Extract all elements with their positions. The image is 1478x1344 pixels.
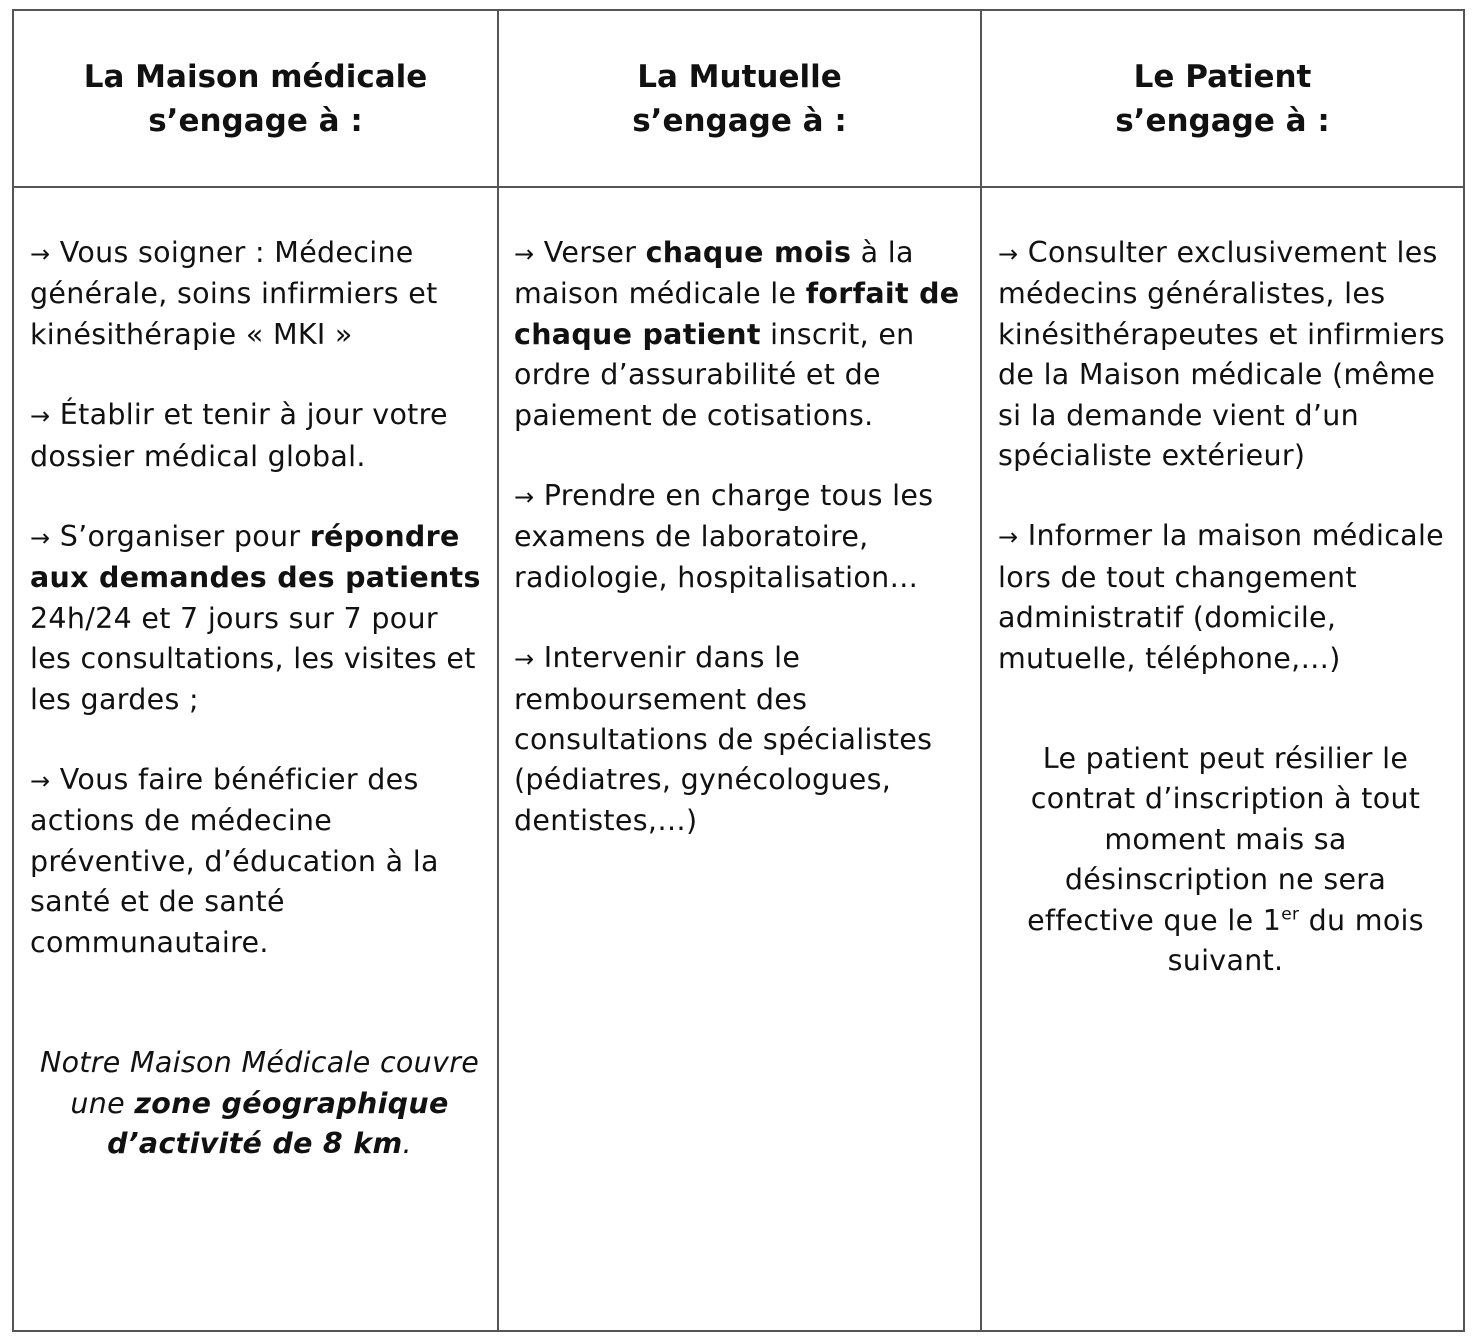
header-patient-line1: Le Patient	[1133, 58, 1312, 95]
maison-zone-note: Notre Maison Médicale couvre une zone géographique d’activité de 8 km.	[39, 1046, 480, 1160]
patient-resiliation-note: Le patient peut résilier le contrat d’inscription à tout moment mais sa désinscription ne sera effective que le 1er du mois suivant.	[1027, 742, 1424, 978]
header-patient	[982, 11, 1463, 186]
column-mutuelle	[514, 233, 969, 1330]
header-mutuelle-line2: s’engage à :	[632, 102, 847, 139]
arrow-icon: →	[514, 483, 535, 512]
patient-commitment-inform: → Informer la maison médicale lors de tout changement administratif (domicile, mutuelle, téléphone,…)	[998, 519, 1444, 675]
arrow-icon: →	[998, 523, 1019, 552]
maison-commitment-care: → Vous soigner : Médecine générale, soins infirmiers et kinésithérapie « MKI »	[30, 236, 438, 351]
header-maison-line2: s’engage à :	[148, 102, 363, 139]
header-divider	[14, 186, 1463, 188]
patient-commitment-consult: → Consulter exclusivement les médecins généralistes, les kinésithérapeutes et infirmiers de la Maison médicale (même si la demande vient d’un spécialiste extérieur)	[998, 236, 1446, 473]
arrow-icon: →	[514, 645, 535, 674]
maison-commitment-prevention: → Vous faire bénéficier des actions de médecine préventive, d’éducation à la santé et de santé communautaire.	[30, 763, 439, 959]
arrow-icon: →	[30, 240, 51, 268]
header-maison-medicale	[14, 11, 497, 186]
column-divider	[980, 11, 982, 1330]
mutuelle-commitment-reimbursement: → Intervenir dans le remboursement des consultations de spécialistes (pédiatres, gynécologues, dentistes,…)	[514, 641, 933, 837]
arrow-icon: →	[514, 240, 535, 268]
arrow-icon: →	[30, 524, 51, 553]
header-mutuelle-line1: La Mutuelle	[637, 58, 842, 95]
column-patient	[998, 233, 1453, 1330]
engagement-table	[12, 9, 1465, 1332]
header-mutuelle	[499, 11, 980, 186]
header-maison-line1: La Maison médicale	[83, 58, 428, 95]
mutuelle-commitment-forfait: → Verser chaque mois à la maison médicale le forfait de chaque patient inscrit, en ordre d’assurabilité et de paiement de cotisations.	[514, 236, 960, 432]
maison-commitment-availability: → S’organiser pour répondre aux demandes des patients 24h/24 et 7 jours sur 7 pour les consultations, les visites et les gardes ;	[30, 520, 481, 716]
mutuelle-commitment-exams: → Prendre en charge tous les examens de laboratoire, radiologie, hospitalisation…	[514, 479, 934, 594]
arrow-icon: →	[30, 767, 51, 796]
arrow-icon: →	[30, 402, 51, 431]
column-maison-medicale	[30, 233, 485, 1330]
arrow-icon: →	[998, 240, 1019, 268]
column-divider	[497, 11, 499, 1330]
maison-commitment-medical-file: → Établir et tenir à jour votre dossier médical global.	[30, 398, 448, 473]
header-patient-line2: s’engage à :	[1115, 102, 1330, 139]
